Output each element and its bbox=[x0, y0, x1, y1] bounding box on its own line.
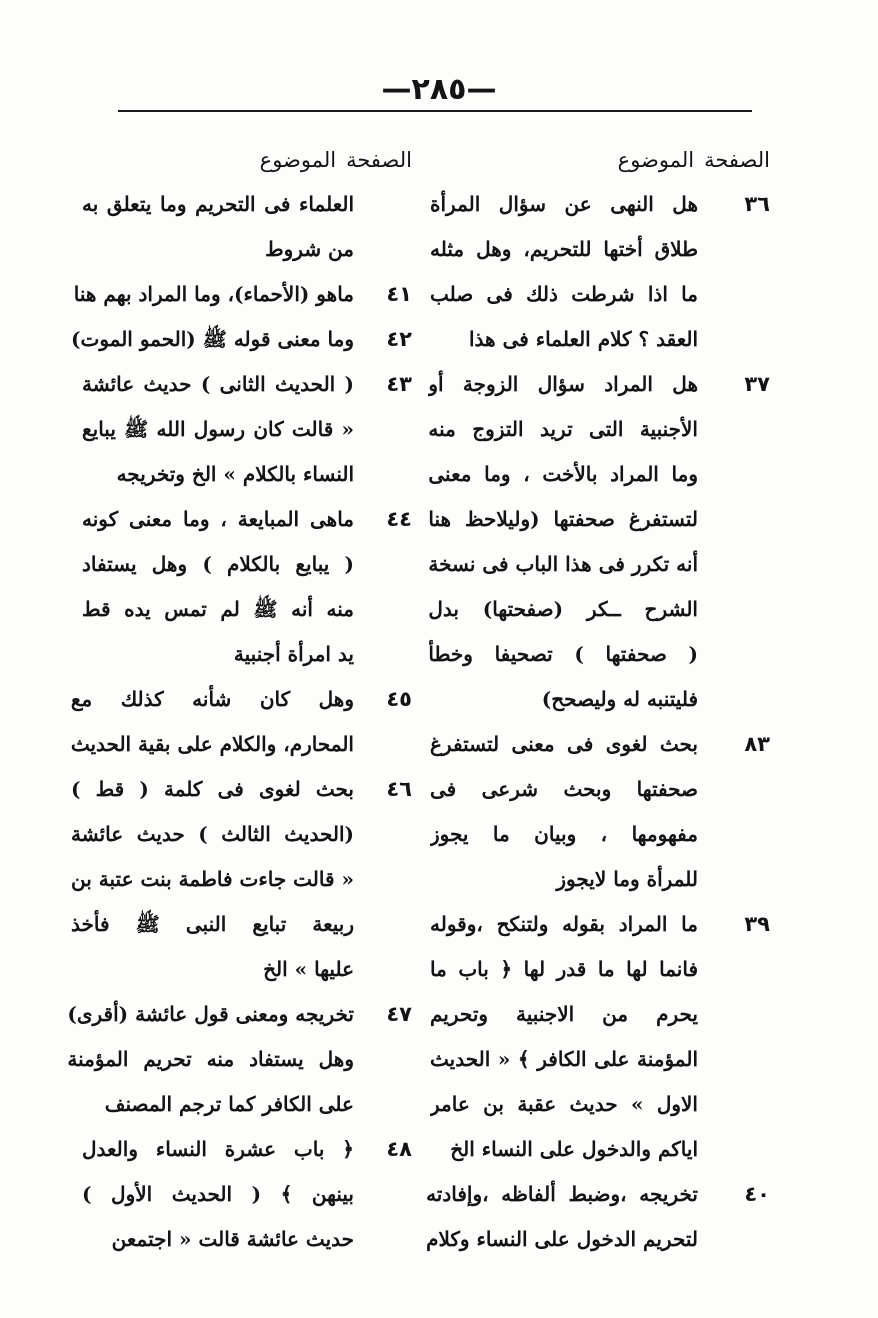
entry-page-number: ٤٣ bbox=[386, 372, 412, 396]
entry-line: ما اذا شرطت ذلك فى صلب bbox=[430, 282, 698, 306]
right-column-header bbox=[430, 138, 770, 182]
entry-topic bbox=[82, 497, 354, 677]
entry-line: من شروط bbox=[265, 237, 354, 261]
entry-line: المؤمنة على الكافر ﴾ « الحديث bbox=[430, 1047, 698, 1071]
entry-page-number: ٣٦ bbox=[744, 192, 770, 216]
entry-page-number: ٤٤ bbox=[386, 507, 412, 531]
entry-line: ماهو (الأحماء)، وما المراد بهم هنا bbox=[73, 282, 354, 306]
toc-entry bbox=[73, 272, 412, 317]
entry-line: العلماء فى التحريم وما يتعلق به bbox=[82, 192, 354, 216]
entry-line: الشرح ــكر (صفحتها) بدل bbox=[428, 597, 698, 621]
entry-page-number: ٤٢ bbox=[386, 327, 412, 351]
entry-line: بحث لغوى فى كلمة ( قط ) bbox=[71, 777, 354, 801]
entry-line: فانما لها ما قدر لها ﴿ باب ما bbox=[430, 957, 698, 981]
entry-page-number: ٤٦ bbox=[386, 777, 412, 801]
entry-line: اياكم والدخول على النساء الخ bbox=[450, 1137, 698, 1161]
left-column-header bbox=[82, 138, 412, 182]
entry-line: يد امرأة أجنبية bbox=[233, 642, 354, 666]
entry-topic bbox=[430, 902, 698, 1172]
entry-line: حديث عائشة قالت « اجتمعن bbox=[111, 1227, 354, 1251]
entry-line: (الحديث الثالث ) حديث عائشة bbox=[71, 822, 354, 846]
entry-line: صحفتها وبحث شرعى فى bbox=[430, 777, 698, 801]
toc-entry bbox=[71, 317, 412, 362]
toc-entry bbox=[82, 182, 412, 272]
entry-line: هل المراد سؤال الزوجة أو bbox=[428, 372, 698, 396]
entry-line: بينهن ﴾ ( الحديث الأول ) bbox=[82, 1182, 354, 1206]
toc-entry bbox=[430, 722, 770, 902]
entry-line: ( يبايع بالكلام ) وهل يستفاد bbox=[82, 552, 354, 576]
entry-line: ما المراد بقوله ولتنكح ،وقوله bbox=[430, 912, 698, 936]
entry-line: العقد ؟ كلام العلماء فى هذا bbox=[469, 327, 698, 351]
entry-page-number: ٤٨ bbox=[386, 1137, 412, 1161]
entry-line: الاول » حديث عقبة بن عامر bbox=[430, 1092, 698, 1116]
toc-entry bbox=[82, 362, 412, 497]
entry-topic bbox=[74, 272, 354, 317]
topic-column-heading: الموضوع bbox=[259, 148, 337, 172]
entry-line: للمرأة وما لايجوز bbox=[556, 867, 698, 891]
entry-line: الأجنبية التى تريد التزوج منه bbox=[428, 417, 698, 441]
entry-line: تخريجه ،وضبط ألفاظه ،وإفادته bbox=[426, 1182, 698, 1206]
entry-page-number: ٤٥ bbox=[386, 687, 412, 711]
entry-line: « قالت جاءت فاطمة بنت عتبة بن bbox=[71, 867, 354, 891]
entry-topic bbox=[426, 1172, 698, 1262]
toc-entry bbox=[71, 767, 412, 992]
entry-topic bbox=[428, 362, 698, 722]
entry-line: أنه تكرر فى هذا الباب فى نسخة bbox=[428, 552, 698, 576]
right-column bbox=[426, 138, 770, 1262]
entry-line: « قالت كان رسول الله ﷺ يبايع bbox=[82, 417, 354, 441]
entry-page-number: ٤١ bbox=[386, 282, 412, 306]
page-column-heading: الصفحة bbox=[346, 148, 412, 172]
entry-page-number: ٤٠ bbox=[744, 1182, 770, 1206]
header-rule bbox=[118, 110, 752, 112]
entry-line: طلاق أختها للتحريم، وهل مثله bbox=[430, 237, 698, 261]
entry-line: فليتنبه له وليصحح) bbox=[541, 687, 698, 711]
entry-topic bbox=[430, 722, 698, 902]
right-entries bbox=[426, 182, 770, 1262]
entry-line: ﴿ باب عشرة النساء والعدل bbox=[82, 1137, 354, 1161]
left-column bbox=[67, 138, 412, 1262]
entry-line: ( الحديث الثانى ) حديث عائشة bbox=[82, 372, 354, 396]
toc-entry bbox=[82, 497, 412, 677]
entry-topic bbox=[82, 1127, 354, 1262]
entry-topic bbox=[82, 362, 354, 497]
entry-line: منه أنه ﷺ لم تمس يده قط bbox=[82, 597, 354, 621]
entry-line: لتحريم الدخول على النساء وكلام bbox=[426, 1227, 698, 1251]
entry-topic bbox=[82, 182, 354, 272]
toc-entry bbox=[430, 362, 770, 722]
entry-topic bbox=[71, 677, 354, 767]
entry-topic bbox=[67, 992, 354, 1127]
page-column-heading: الصفحة bbox=[704, 148, 770, 172]
entry-page-number: ٣٩ bbox=[744, 912, 770, 936]
left-entries bbox=[67, 182, 412, 1262]
entry-line: هل النهى عن سؤال المرأة bbox=[430, 192, 698, 216]
entry-line: ( صحفتها ) تصحيفا وخطأ bbox=[428, 642, 698, 666]
toc-entry bbox=[67, 992, 412, 1127]
entry-line: النساء بالكلام » الخ وتخريجه bbox=[116, 462, 354, 486]
toc-entry bbox=[82, 1127, 412, 1262]
entry-line: مفهومها ، وبيان ما يجوز bbox=[430, 822, 698, 846]
entry-line: ربيعة تبايع النبى ﷺ فأخذ bbox=[71, 912, 354, 936]
toc-entry bbox=[70, 677, 412, 767]
page-number: —٢٨٥— bbox=[381, 72, 497, 107]
entry-line: المحارم، والكلام على بقية الحديث bbox=[70, 732, 354, 756]
entry-line: على الكافر كما ترجم المصنف bbox=[104, 1092, 354, 1116]
entry-line: عليها » الخ bbox=[263, 957, 354, 981]
entry-topic bbox=[71, 317, 354, 362]
entry-line: وهل كان شأنه كذلك مع bbox=[70, 687, 354, 711]
entry-line: وما المراد بالأخت ، وما معنى bbox=[428, 462, 698, 486]
entry-line: بحث لغوى فى معنى لتستفرغ bbox=[430, 732, 698, 756]
entry-topic bbox=[430, 182, 698, 362]
entry-line: وما معنى قوله ﷺ (الحمو الموت) bbox=[71, 327, 354, 351]
toc-entry bbox=[430, 902, 770, 1172]
entry-line: تخريجه ومعنى قول عائشة (أقرى) bbox=[67, 1002, 354, 1026]
toc-entry bbox=[430, 182, 770, 362]
entry-line: وهل يستفاد منه تحريم المؤمنة bbox=[67, 1047, 354, 1071]
topic-column-heading: الموضوع bbox=[617, 148, 695, 172]
toc-entry bbox=[426, 1172, 770, 1262]
entry-page-number: ٨٣ bbox=[744, 732, 770, 756]
entry-page-number: ٤٧ bbox=[386, 1002, 412, 1026]
entry-line: يحرم من الاجنبية وتحريم bbox=[430, 1002, 698, 1026]
entry-page-number: ٣٧ bbox=[744, 372, 770, 396]
entry-topic bbox=[71, 767, 354, 992]
entry-line: ماهى المبايعة ، وما معنى كونه bbox=[82, 507, 354, 531]
entry-line: لتستفرغ صحفتها (وليلاحظ هنا bbox=[428, 507, 698, 531]
